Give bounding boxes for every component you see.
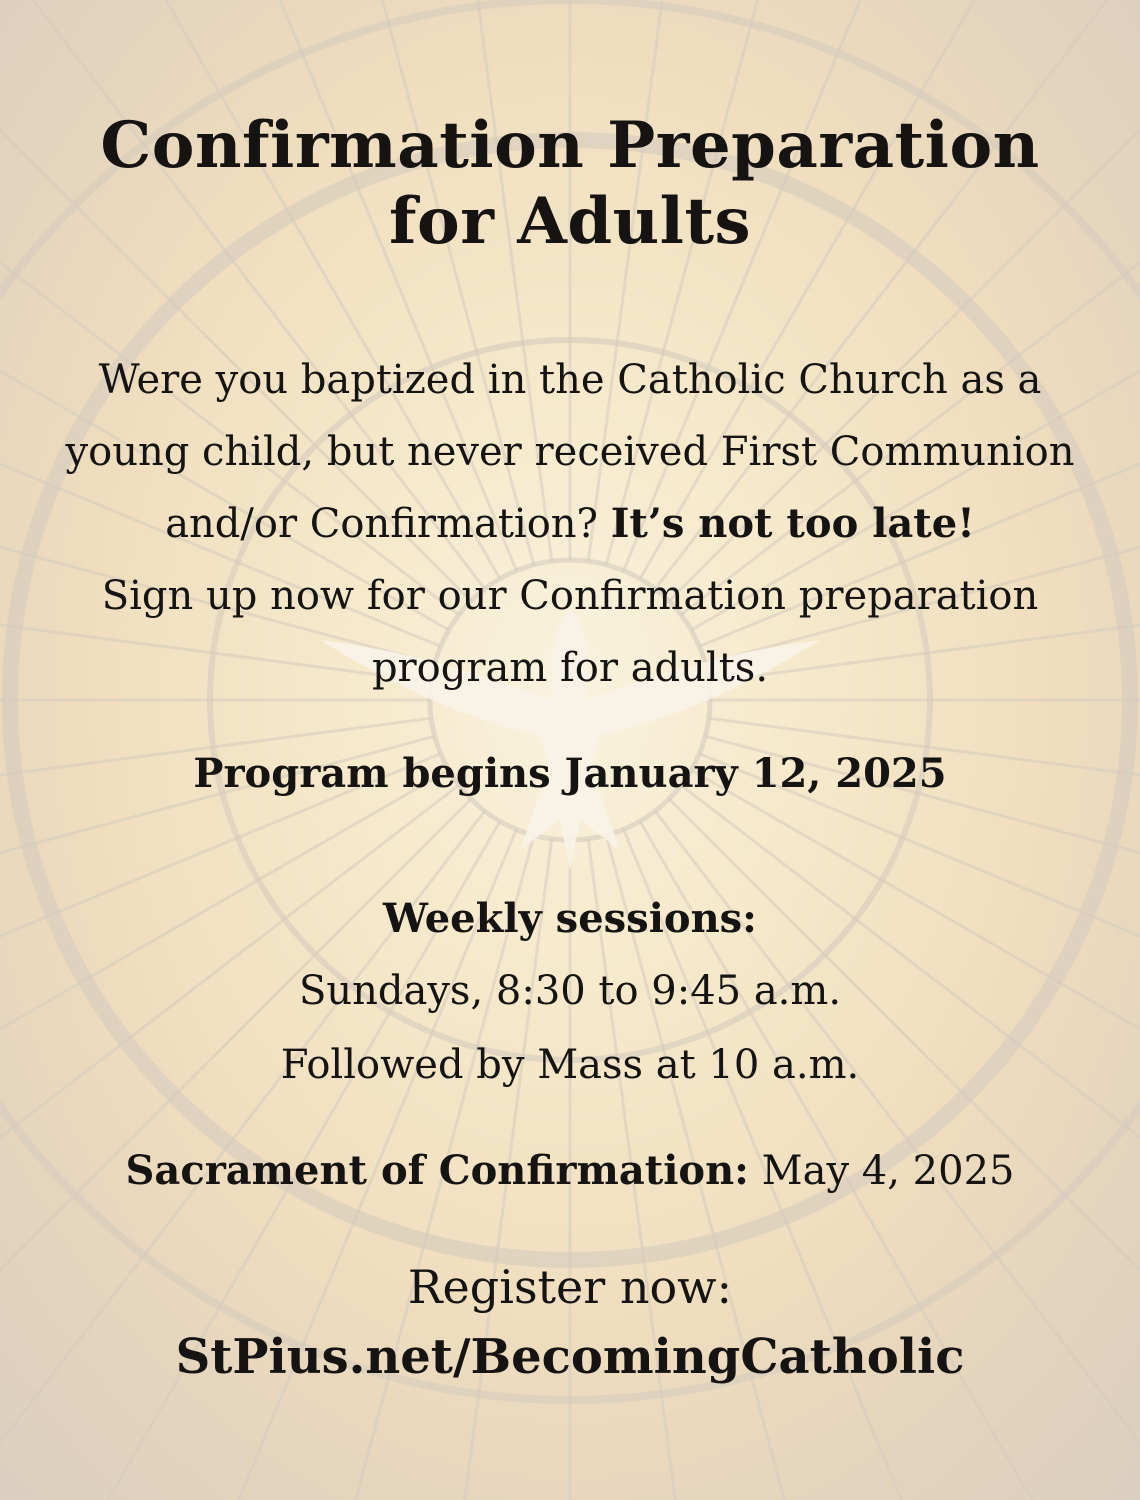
sessions-time: Sundays, 8:30 to 9:45 a.m. — [298, 968, 842, 1014]
sacrament-date: May 4, 2025 — [761, 1148, 1015, 1194]
intro-emphasis: It’s not too late! — [610, 500, 975, 547]
program-start: Program begins January 12, 2025 — [193, 750, 947, 797]
register-label: Register now: — [407, 1260, 733, 1314]
sacrament-label: Sacrament of Confirmation: — [125, 1147, 749, 1194]
intro-line-1: Were you baptized in the Catholic Church as a — [98, 357, 1042, 403]
intro-line-2: young child, but never received First Communion — [65, 429, 1075, 475]
sessions-heading: Weekly sessions: — [383, 895, 757, 942]
register-url-link[interactable]: StPius.net/BecomingCatholic — [175, 1329, 965, 1385]
sessions-mass: Followed by Mass at 10 a.m. — [280, 1042, 860, 1088]
page-title — [0, 108, 1140, 260]
intro-line-4: Sign up now for our Confirmation preparation — [101, 573, 1039, 619]
title-line-1: Confirmation Preparation — [100, 108, 1040, 183]
intro-line-5: program for adults. — [371, 645, 769, 691]
sacrament-line — [0, 1136, 1140, 1206]
intro-paragraph — [0, 344, 1140, 704]
intro-line-3: and/or Confirmation? — [165, 501, 598, 547]
title-line-2: for Adults — [388, 184, 752, 259]
